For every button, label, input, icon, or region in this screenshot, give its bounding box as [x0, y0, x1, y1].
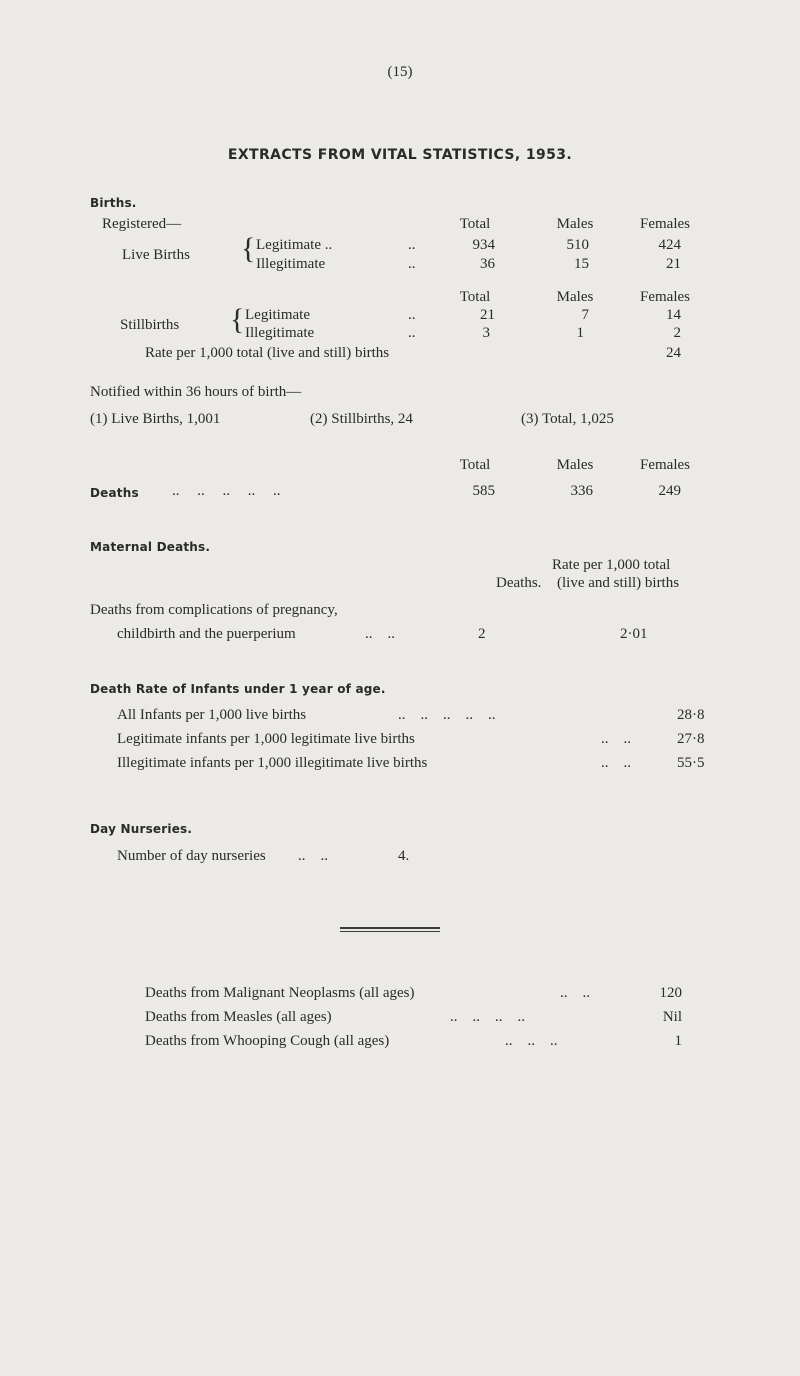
still-illegit-label: Illegitimate: [245, 325, 315, 341]
still-illegit-total: 3: [482, 325, 490, 341]
infant-row-legit-value: 27·8: [677, 731, 705, 747]
still-rate-value: 24: [666, 345, 681, 361]
still-legit-females: 14: [666, 307, 681, 323]
maternal-row-line1: Deaths from complications of pregnancy,: [90, 602, 338, 618]
still-illegit-females: 2: [673, 325, 681, 341]
infant-row-all-value: 28·8: [677, 707, 705, 723]
still-legit-label: Legitimate: [245, 307, 310, 323]
malignant-value: 120: [659, 985, 682, 1001]
infant-row-illegit-value: 55·5: [677, 755, 705, 771]
infant-heading: Death Rate of Infants under 1 year of age.: [90, 682, 386, 696]
live-legit-label: Legitimate ..: [256, 237, 333, 253]
live-legit-dots: ..: [408, 237, 416, 253]
still-col-females: Females: [640, 289, 690, 305]
notified-label: Notified within 36 hours of birth—: [90, 384, 302, 400]
maternal-col-deaths: Deaths.: [496, 575, 542, 591]
still-legit-males: 7: [581, 307, 589, 323]
maternal-row-line2: childbirth and the puerperium: [117, 626, 296, 642]
nurseries-label: Number of day nurseries: [117, 848, 266, 864]
deaths-total: 585: [472, 483, 495, 499]
live-col-males: Males: [556, 216, 594, 232]
deaths-males: 336: [570, 483, 593, 499]
malignant-dots: .. ..: [560, 985, 590, 1001]
whooping-dots: .. .. ..: [505, 1033, 558, 1049]
stillbirths-label: Stillbirths: [120, 317, 180, 333]
measles-dots: .. .. .. ..: [450, 1009, 525, 1025]
live-legit-total: 934: [472, 237, 495, 253]
live-legit-females: 424: [658, 237, 681, 253]
live-illegit-males: 15: [574, 256, 589, 272]
infant-row-legit-dots: .. ..: [601, 731, 631, 747]
measles-value: Nil: [662, 1009, 682, 1025]
maternal-rate-header-1: Rate per 1,000 total: [552, 557, 671, 573]
infant-row-all-dots: .. .. .. .. ..: [398, 707, 496, 723]
notified-still: (2) Stillbirths, 24: [310, 411, 413, 427]
still-col-total: Total: [459, 289, 491, 305]
still-illegit-dots: ..: [408, 325, 416, 341]
live-births-brace: {: [241, 232, 256, 265]
page-title: EXTRACTS FROM VITAL STATISTICS, 1953.: [227, 147, 573, 163]
infant-row-all-label: All Infants per 1,000 live births: [117, 707, 307, 723]
still-legit-dots: ..: [408, 307, 416, 323]
section-divider-underline: [340, 931, 440, 932]
maternal-deaths-value: 2: [478, 626, 486, 642]
deaths-label: Deaths: [90, 486, 139, 500]
live-legit-males: 510: [566, 237, 589, 253]
measles-label: Deaths from Measles (all ages): [145, 1009, 332, 1025]
notified-total: (3) Total, 1,025: [521, 411, 614, 427]
nurseries-dots: .. ..: [298, 848, 328, 864]
still-legit-total: 21: [480, 307, 495, 323]
maternal-row-dots: .. ..: [365, 626, 395, 642]
live-col-total: Total: [459, 216, 491, 232]
still-col-males: Males: [556, 289, 594, 305]
maternal-rate-value: 2·01: [620, 626, 648, 642]
registered-label: Registered—: [102, 216, 182, 232]
deaths-col-females: Females: [640, 457, 690, 473]
deaths-dots: .. .. .. .. ..: [172, 483, 281, 499]
deaths-col-males: Males: [556, 457, 594, 473]
births-heading: Births.: [90, 196, 137, 210]
notified-live: (1) Live Births, 1,001: [90, 411, 221, 427]
infant-row-legit-label: Legitimate infants per 1,000 legitimate live births: [117, 731, 415, 747]
whooping-label: Deaths from Whooping Cough (all ages): [145, 1033, 390, 1049]
live-births-label: Live Births: [122, 247, 190, 263]
live-illegit-total: 36: [480, 256, 495, 272]
live-illegit-label: Illegitimate: [256, 256, 326, 272]
live-illegit-dots: ..: [408, 256, 416, 272]
still-illegit-males: 1: [576, 325, 584, 341]
page-number: (15): [387, 64, 413, 80]
nurseries-heading: Day Nurseries.: [90, 822, 193, 836]
infant-row-illegit-dots: .. ..: [601, 755, 631, 771]
stillbirths-brace: {: [230, 303, 245, 336]
whooping-value: 1: [674, 1033, 682, 1049]
maternal-rate-header-2: (live and still) births: [557, 575, 680, 591]
still-rate-label: Rate per 1,000 total (live and still) births: [145, 345, 390, 361]
section-divider: [340, 927, 440, 929]
infant-row-illegit-label: Illegitimate infants per 1,000 illegitimate live births: [117, 755, 428, 771]
live-illegit-females: 21: [666, 256, 681, 272]
live-col-females: Females: [640, 216, 690, 232]
maternal-heading: Maternal Deaths.: [90, 540, 211, 554]
nurseries-value: 4.: [398, 848, 410, 864]
deaths-col-total: Total: [459, 457, 491, 473]
deaths-females: 249: [658, 483, 681, 499]
malignant-label: Deaths from Malignant Neoplasms (all ages): [145, 985, 415, 1001]
